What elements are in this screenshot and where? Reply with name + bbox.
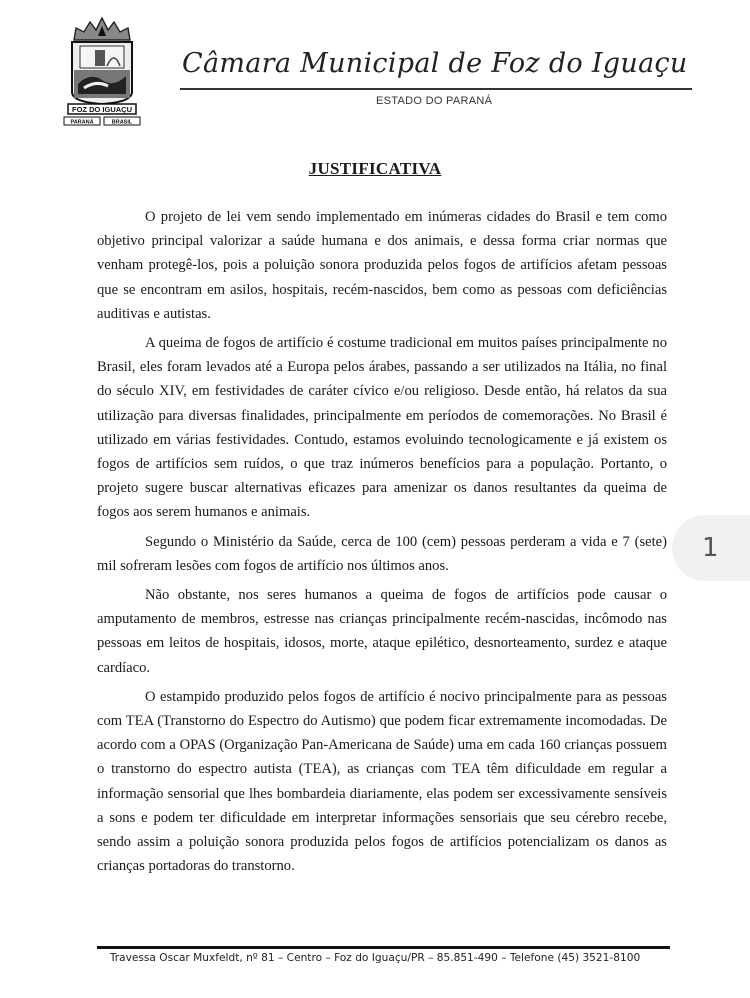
paragraph: A queima de fogos de artifício é costume tradicional em muitos países principalmente no Brasil, eles foram levados até a Europa pelos árabes, passando a ser utilizados na Itália, no final do século XIV, em festividades de caráter cívico e/ou religioso. Desde então, há relatos da sua utilização para diversas finalidades, principalmente em períodos de comemorações. No Brasil é utilizado em várias festividades. Contudo, estamos evoluindo tecnologicamente e já existem os fogos de artifícios sem ruídos, o que traz inúmeros benefícios para a população. Portanto, o projeto sugere buscar alternativas eficazes para amenizar os danos resultantes da queima de fogos aos serem humanos e animais.	[97, 335, 667, 521]
institution-subtitle: ESTADO DO PARANÁ	[376, 95, 493, 107]
document-body	[97, 205, 667, 883]
paragraph: O projeto de lei vem sendo implementado em inúmeras cidades do Brasil e tem como objetivo principal valorizar a saúde humana e dos animais, e dessa forma criar normas que venham protegê-los, pois a poluição sonora produzida pelos fogos de artifícios afetam pessoas que se encontram em asilos, hospitais, recém-nascidos, bem como as pessoas com deficiências auditivas e autistas.	[97, 209, 667, 322]
logo-right-label: BRASIL	[111, 119, 133, 126]
logo-banner-text: FOZ DO IGUAÇU	[72, 105, 132, 114]
footer-address: Travessa Oscar Muxfeldt, nº 81 – Centro – Foz do Iguaçu/PR – 85.851-490 – Telefone (45) 3521-8100	[109, 952, 641, 964]
footer-divider	[97, 946, 670, 949]
paragraph: O estampido produzido pelos fogos de artifício é nocivo principalmente para as pessoas com TEA (Transtorno do Espectro do Autismo) que podem ficar extremamente incomodadas. De acordo com a OPAS (Organização Pan-Americana de Saúde) uma em cada 160 crianças possuem o transtorno do espectro autista (TEA), as crianças com TEA têm dificuldade em regular a informação sensorial que lhes bombardeia diariamente, elas podem ser excessivamente sensíveis a sons e podem ter dificuldade em interpretar informações sensoriais que seu cérebro recebe, sendo assim a poluição sonora produzida pelos fogos de artifícios potencializam os danos as crianças portadoras do transtorno.	[97, 688, 667, 875]
logo-left-label: PARANÁ	[70, 119, 94, 126]
paragraph: Segundo o Ministério da Saúde, cerca de 100 (cem) pessoas perderam a vida e 7 (sete) mil sofreram lesões com fogos de artifício nos últimos anos.	[97, 533, 667, 574]
header-divider	[180, 88, 692, 90]
document-heading: JUSTIFICATIVA	[308, 159, 442, 178]
page-number-badge[interactable]	[672, 515, 750, 581]
page-number: 1	[702, 533, 719, 563]
coat-of-arms-logo	[62, 14, 142, 132]
paragraph: Não obstante, nos seres humanos a queima de fogos de artifícios pode causar o amputamento de membros, estresse nas crianças principalmente recém-nascidas, incômodo nas pessoas em leitos de hospitais, idosos, morte, ataque epilético, desnorteamento, surdez e ataque cardíaco.	[97, 587, 667, 676]
institution-title: Câmara Municipal de Foz do Iguaçu	[182, 48, 688, 79]
